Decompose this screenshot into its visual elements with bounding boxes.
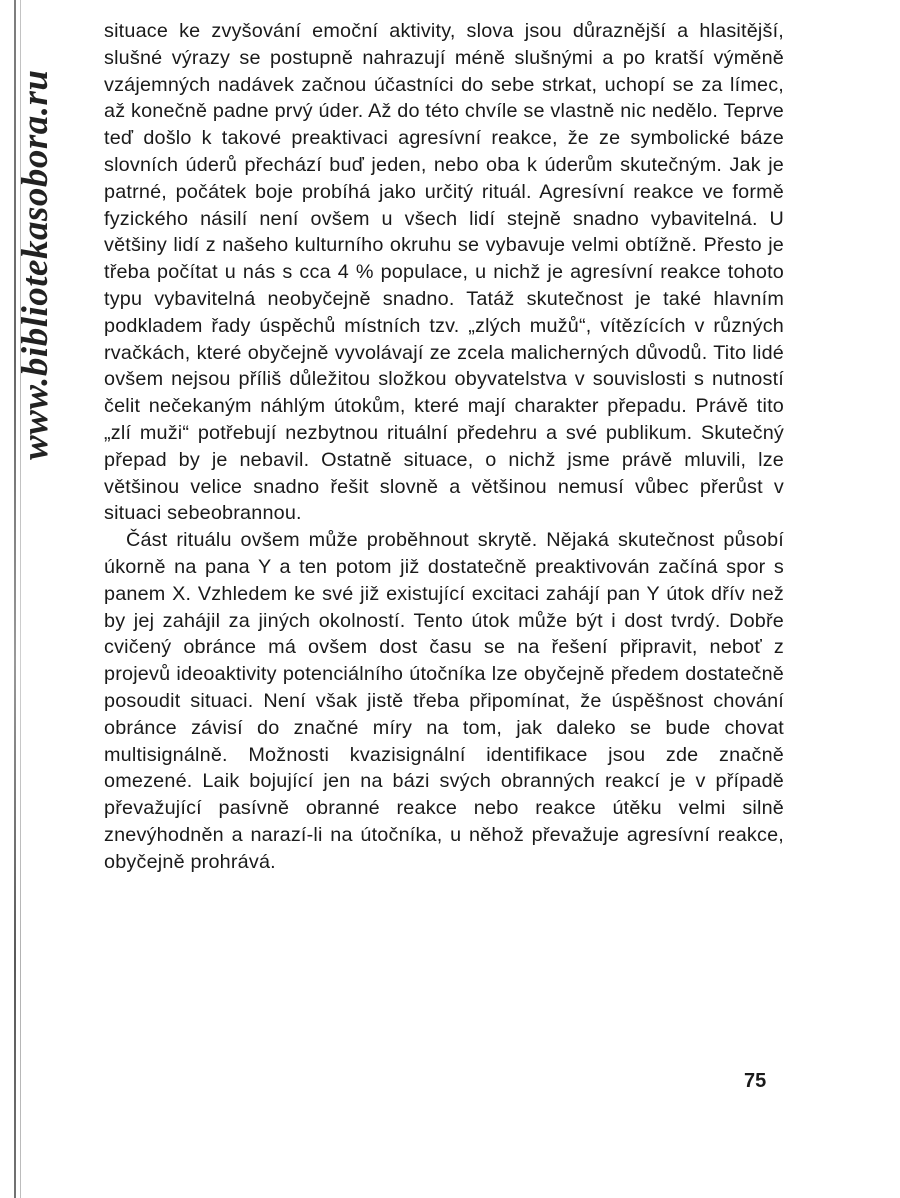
- page-number: 75: [744, 1070, 767, 1092]
- watermark-text: www.bibliotekasobora.ru: [15, 69, 56, 460]
- paragraph-2: Část rituálu ovšem může proběhnout skrytě. Nějaká skutečnost působí úkorně na pana Y a ten potom již dostatečně preaktivován začíná spor s panem X. Vzhledem ke své již existující excitaci zahájí pan Y útok dřív než by jej zahájil za jiných okolností. Tento útok může být i dost tvrdý. Dobře cvičený obránce má ovšem dost času se na řešení připravit, neboť z projevů ideoaktivity potenciálního útočníka lze obyčejně předem dostatečně posoudit situaci. Není však jistě třeba připomínat, že úspěšnost chování obránce závisí do značné míry na tom, jak daleko se bude chovat multisignálně. Možnosti kvazisignální identifikace jsou zde značně omezené. Laik bojující jen na bázi svých obranných reakcí je v případě převažující pasívně obranné reakce nebo reakce útěku velmi silně znevýhodněn a narazí-li na útočníka, u něhož převažuje agresívní reakce, obyčejně prohrává.: [104, 529, 784, 873]
- paragraph-1: situace ke zvyšování emoční aktivity, slova jsou důraznější a hlasitější, slušné výrazy se postupně nahrazují méně slušnými a po kratší výměně vzájemných nadávek začnou účastníci do sebe strkat, uchopí se za límec, až konečně padne prvý úder. Až do této chvíle se vlastně nic nedělo. Teprve teď došlo k takové preaktivaci agresívní reakce, že ze symbolické báze slovních úderů přechází buď jeden, nebo oba k úderům skutečným. Jak je patrné, počátek boje probíhá jako určitý rituál. Agresívní reakce ve formě fyzického násilí není ovšem u všech lidí stejně snadno vybavitelná. U většiny lidí z našeho kulturního okruhu se vybavuje velmi obtížně. Přesto je třeba počítat u nás s cca 4 % populace, u nichž je agresívní reakce tohoto typu vybavitelná neobyčejně snadno. Tatáž skutečnost je také hlavním podkladem řady úspěchů místních tzv. „zlých mužů“, vítězících v různých rvačkách, které obyčejně vyvolávají ze zcela malicherných důvodů. Tito lidé ovšem nejsou příliš důležitou složkou obyvatelstva v souvislosti s nutností čelit nečekaným náhlým útokům, které mají charakter přepadu. Právě tito „zlí muži“ potřebují nezbytnou rituální předehru a své publikum. Skutečný přepad by je nebavil. Ostatně situace, o nichž jsme právě mluvili, lze většinou velice snadno řešit slovně a většinou nemusí vůbec přerůst v situaci sebeobrannou.: [104, 20, 784, 525]
- page-body: [104, 18, 784, 876]
